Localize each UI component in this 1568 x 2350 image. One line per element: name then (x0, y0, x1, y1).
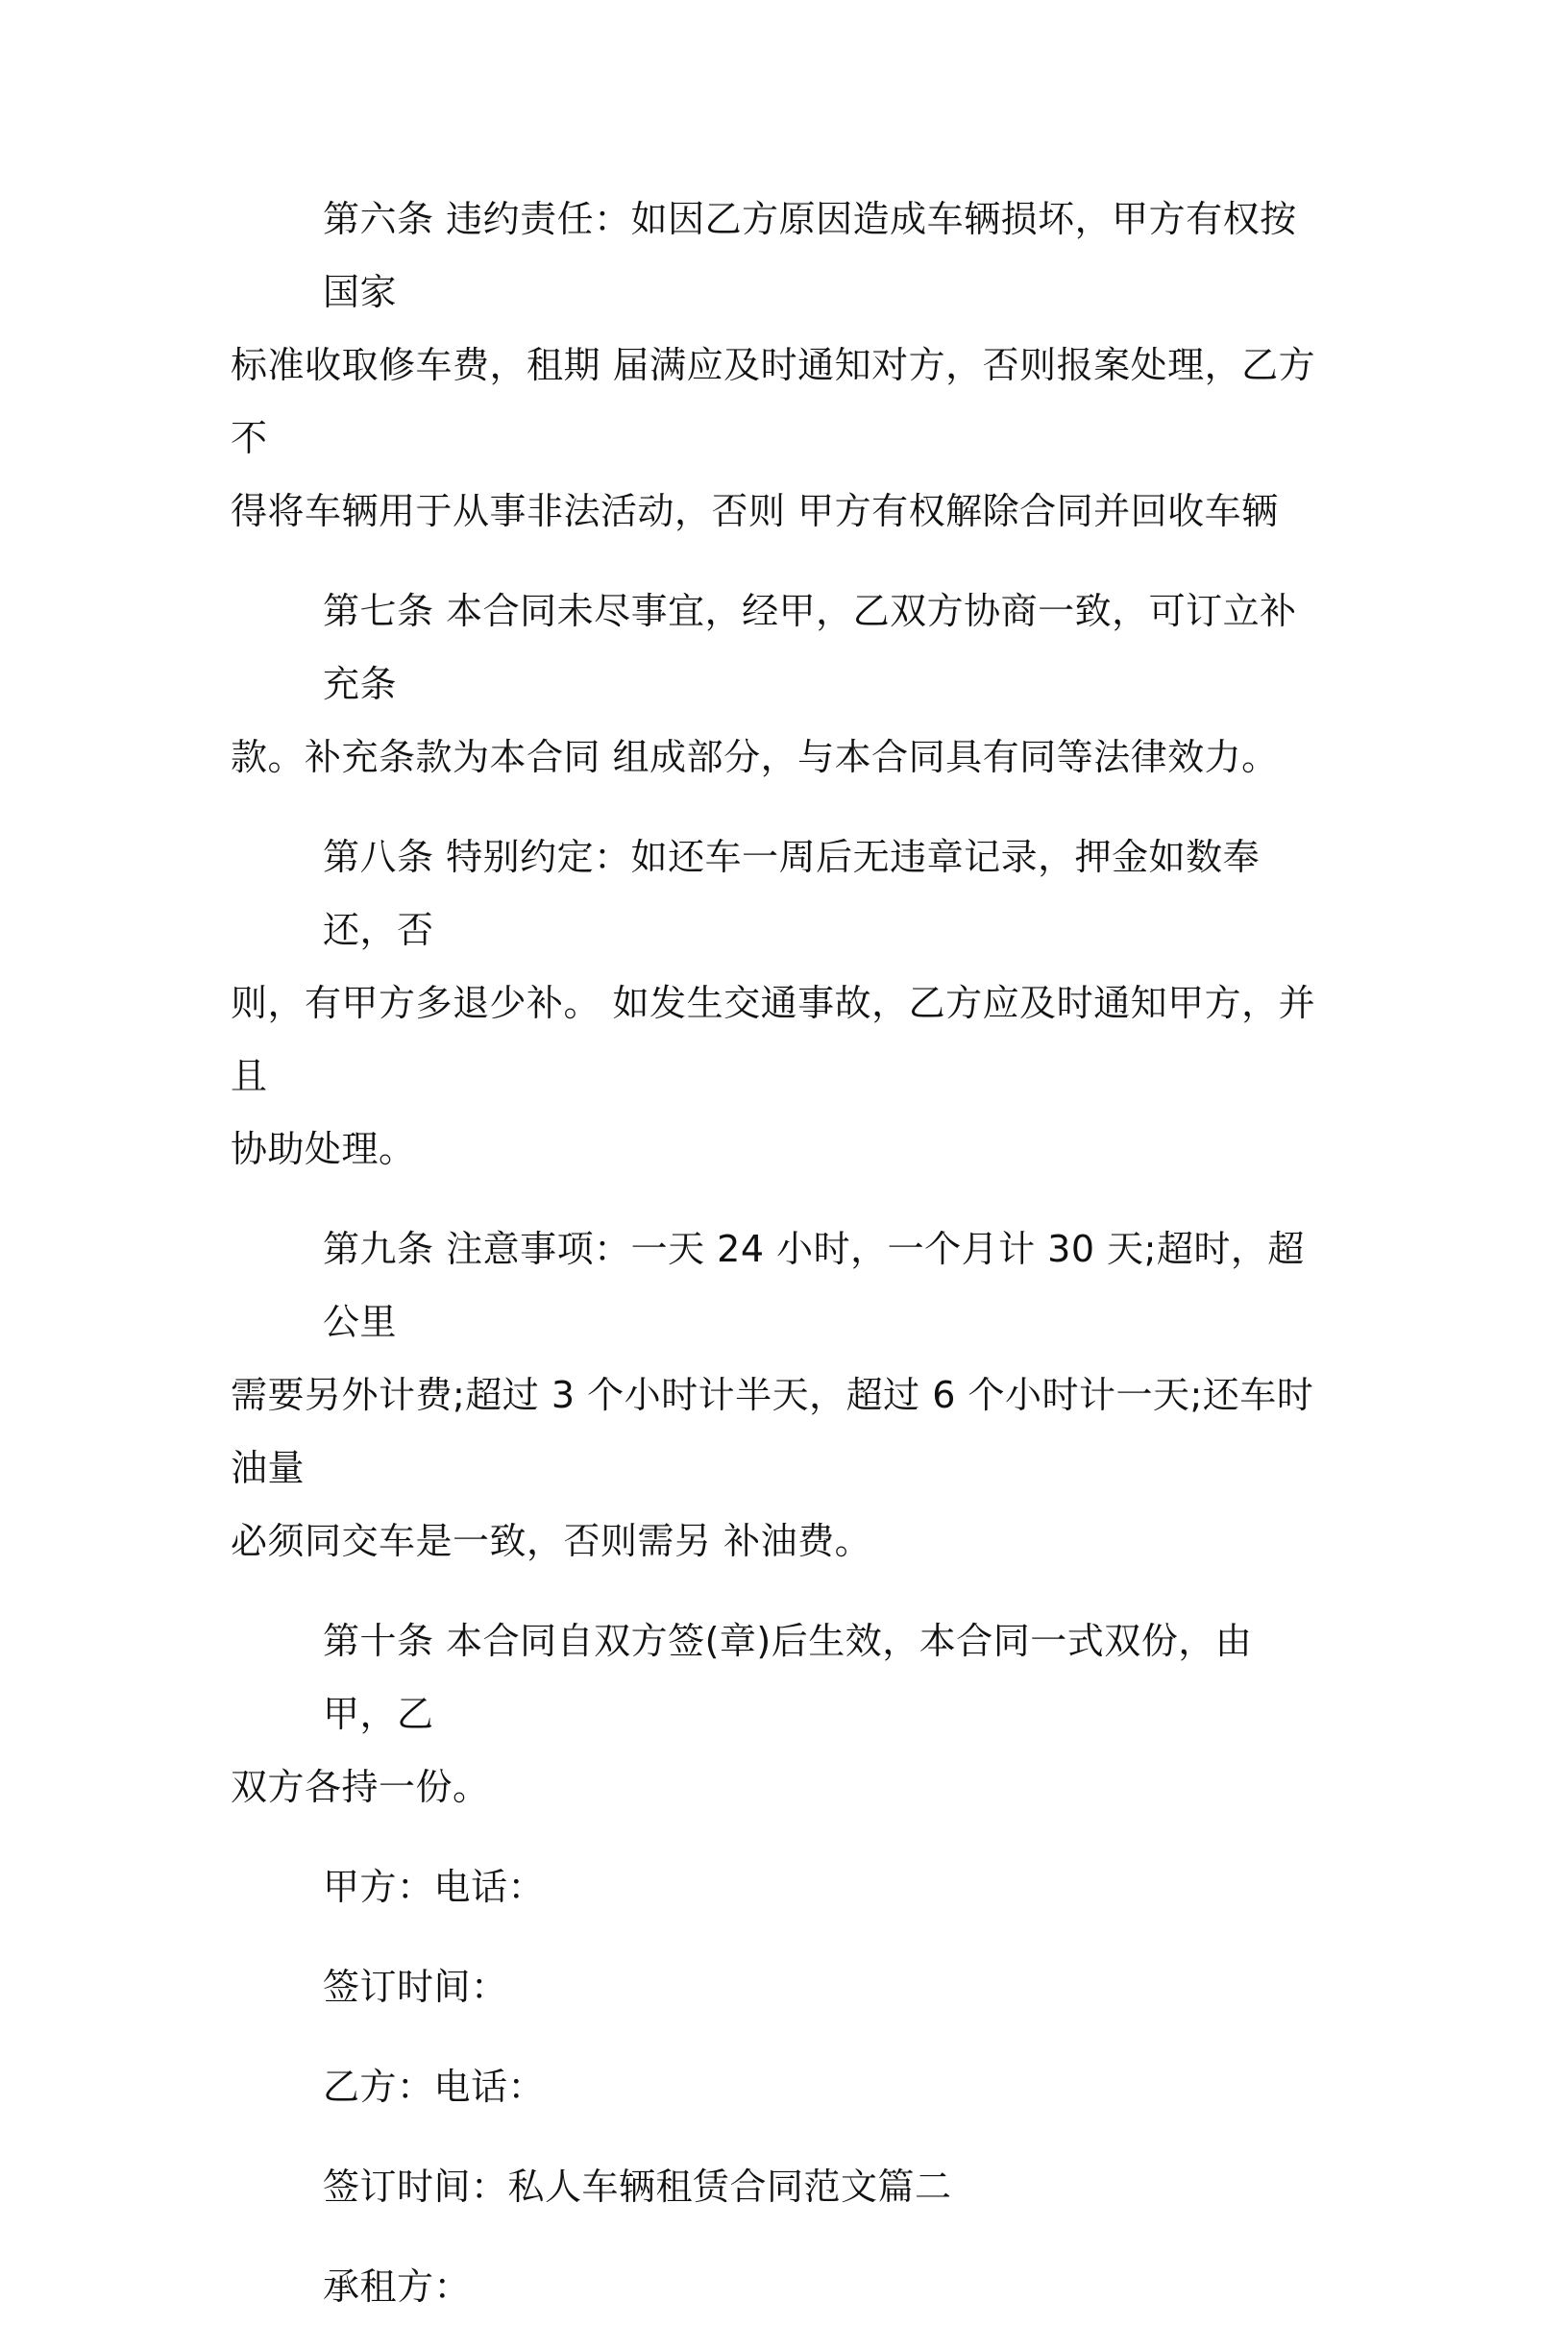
article-7 (231, 575, 1326, 794)
article-7-line-2: 款。补充条款为本合同 组成部分，与本合同具有同等法律效力。 (231, 736, 1279, 778)
article-6 (231, 183, 1326, 548)
article-8-line-2: 则，有甲方多退少补。 如发生交通事故，乙方应及时通知甲方，并且 (231, 982, 1316, 1097)
party-b-phone-field: 乙方：电话： (323, 2066, 546, 2108)
article-9-line-3: 必须同交车是一致，否则需另 补油费。 (231, 1520, 872, 1562)
signing-date-field-a: 签订时间： (323, 1966, 508, 2008)
article-9-line-1: 第九条 注意事项：一天 24 小时，一个月计 30 天;超时，超公里 (323, 1228, 1305, 1343)
article-6-line-3: 得将车辆用于从事非法活动，否则 甲方有权解除合同并回收车辆 (231, 490, 1279, 532)
article-9 (231, 1212, 1326, 1578)
article-10 (231, 1604, 1326, 1824)
document-body (231, 183, 1326, 2350)
article-10-line-2: 双方各持一份。 (231, 1766, 490, 1808)
article-8 (231, 820, 1326, 1186)
signing-date-field-b: 签订时间：私人车辆租赁合同范文篇二 (323, 2166, 952, 2208)
lessee-field: 承租方： (323, 2265, 472, 2308)
article-8-line-1: 第八条 特别约定：如还车一周后无违章记录，押金如数奉还，否 (323, 836, 1261, 951)
article-10-line-1: 第十条 本合同自双方签(章)后生效，本合同一式双份，由甲，乙 (323, 1620, 1253, 1735)
party-a-phone-field: 甲方：电话： (323, 1866, 546, 1908)
article-9-line-2: 需要另外计费;超过 3 个小时计半天，超过 6 个小时计一天;还车时油量 (231, 1374, 1314, 1489)
article-8-line-3: 协助处理。 (231, 1128, 416, 1170)
article-6-line-2: 标准收取修车费，租期 届满应及时通知对方，否则报案处理，乙方不 (231, 344, 1316, 459)
article-7-line-1: 第七条 本合同未尽事宜，经甲，乙双方协商一致，可订立补充条 (323, 590, 1297, 705)
article-6-line-1: 第六条 违约责任：如因乙方原因造成车辆损坏，甲方有权按国家 (323, 198, 1297, 313)
